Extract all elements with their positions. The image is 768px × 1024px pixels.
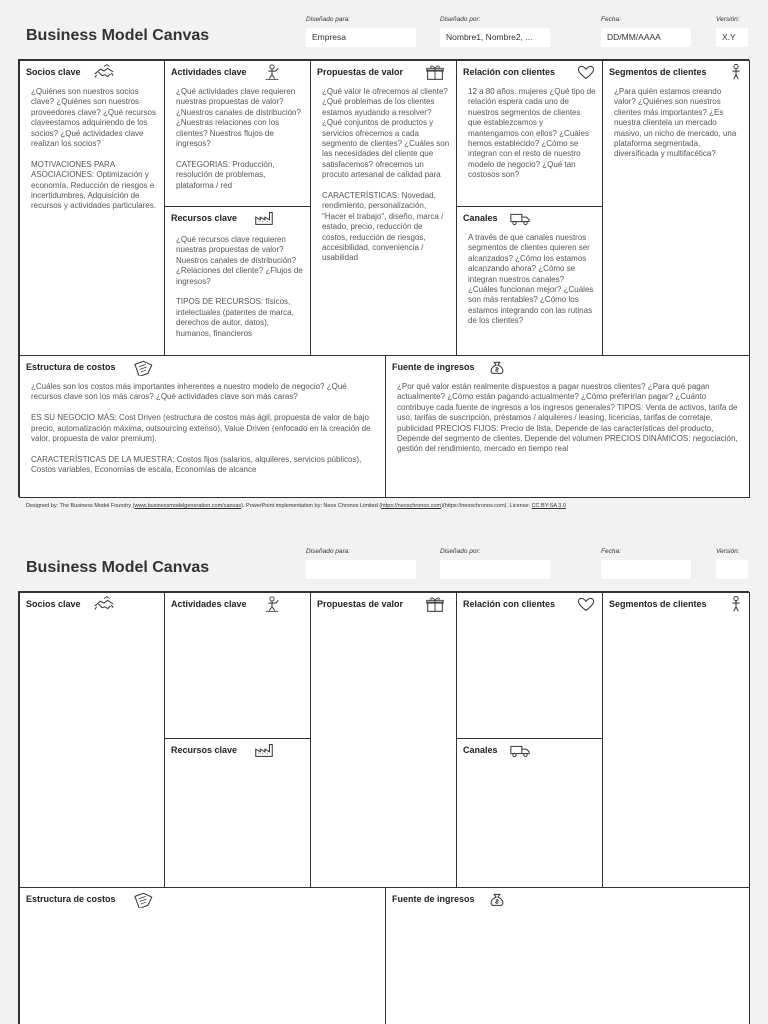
money-bag-icon	[486, 358, 508, 376]
block-content	[31, 382, 379, 476]
block-socios-clave[interactable]	[19, 592, 165, 888]
block-paragraph: CARACTERÍSTICAS DE LA MUESTRA: Costos fijos (salarios, alquileres, servicios públicos), Costos variables, Economías de escala, Economías de alcance	[31, 454, 362, 475]
footer-link-bmg[interactable]: www.businessmodelgeneration.com/canvas	[134, 503, 242, 509]
designed-by-label: Diseñado por:	[440, 548, 481, 555]
block-content	[176, 235, 304, 339]
gift-icon	[424, 595, 446, 613]
designed-for-label: Diseñado para:	[306, 548, 351, 555]
block-paragraph: 12 a 80 años. mujeres ¿Qué tipo de relación espera cada uno de nuestros segmentos de clientes que establezcamos y mantengamos con ellos? ¿Cuáles hemos establecido? ¿Cómo se integran con el resto de nuestro modelo de negocio? ¿Qué tan costosos son?	[468, 87, 596, 180]
footer-link-license[interactable]: CC BY-SA 3.0	[531, 503, 566, 509]
block-paragraph: CARACTERÍSTICAS: Novedad, rendimiento, personalización, "Hacer el trabajo", diseño, marca / estado, precio, reducción de costos, reducción de riesgos, accesibilidad, conveniencia / usabilidad	[322, 191, 444, 263]
block-title: Segmentos de clientes	[609, 67, 707, 77]
block-title: Socios clave	[26, 67, 81, 77]
designed-for-field[interactable]	[306, 560, 416, 579]
block-title: Estructura de costos	[26, 894, 116, 904]
date-label: Fecha:	[601, 548, 621, 555]
block-title: Socios clave	[26, 599, 81, 609]
block-paragraph: ¿Para quién estamos creando valor? ¿Quiénes son nuestros clientes más importantes? ¿Es nuestra clientela un mercado masivo, un nicho de mercado, una plataforma segmentada, diversificada y multifacética?	[614, 87, 737, 159]
footer-credits	[26, 503, 566, 509]
business-model-canvas	[18, 591, 749, 1024]
page-title: Business Model Canvas	[26, 27, 210, 44]
block-title: Propuestas de valor	[317, 599, 404, 609]
price-tag-icon	[133, 890, 155, 908]
block-title: Actividades clave	[171, 599, 247, 609]
block-title: Canales	[463, 213, 498, 223]
designed-for-field[interactable]: Empresa	[306, 28, 416, 47]
designed-by-label: Diseñado por:	[440, 16, 481, 23]
block-paragraph: ¿Qué actividades clave requieren nuestras propuestas de valor? ¿Nuestros canales de distribución? ¿Nuestras relaciones con los clientes? Nuestros flujos de ingresos?	[176, 87, 301, 149]
date-field[interactable]: DD/MM/AAAA	[601, 28, 691, 47]
block-title: Estructura de costos	[26, 362, 116, 372]
date-label: Fecha:	[601, 16, 621, 23]
footer-text: Designed by: The Business Model Foundry (	[26, 503, 135, 509]
factory-icon	[253, 741, 275, 759]
block-content	[397, 382, 743, 455]
block-paragraph: CATEGORIAS: Producción, resolución de problemas, plataforma / red	[176, 159, 275, 190]
truck-icon	[509, 209, 531, 227]
designed-by-field[interactable]: Nombre1, Nombre2, ...	[440, 28, 550, 47]
block-canales	[456, 206, 603, 356]
block-content	[176, 87, 304, 191]
block-content	[322, 87, 450, 264]
designed-by-field[interactable]	[440, 560, 550, 579]
block-paragraph: ES SU NEGOCIO MÁS: Cost Driven (estructura de costos más ágil, propuesta de valor de bajo precio, automatización máxima, outsourcing extenso), Value Driven (enfocado en la creación de valor, propuesta de valor premium).	[31, 413, 371, 444]
truck-icon	[509, 741, 531, 759]
block-actividades-clave	[164, 60, 311, 207]
block-content	[614, 87, 743, 160]
block-propuestas-valor[interactable]	[310, 592, 457, 888]
block-segmentos-clientes[interactable]	[602, 592, 750, 888]
canvas-page-blank	[0, 532, 768, 1024]
block-content	[468, 87, 596, 181]
block-estructura-costos	[19, 355, 386, 498]
block-title: Recursos clave	[171, 213, 238, 223]
block-title: Fuente de ingresos	[392, 362, 475, 372]
worker-icon	[261, 63, 283, 81]
block-recursos-clave	[164, 206, 311, 356]
block-paragraph: ¿Qué recursos clave requieren nuestras propuestas de valor? Nuestros canales de distribución? ¿Relaciones del cliente? ¿Flujos de ingresos?	[176, 235, 303, 286]
version-label: Versión:	[716, 548, 740, 555]
block-actividades-clave[interactable]	[164, 592, 311, 739]
block-title: Propuestas de valor	[317, 67, 404, 77]
block-paragraph: A través de que canales nuestros segmentos de clientes quieren ser alcanzados? ¿Cómo los estamos alcanzando ahora? ¿Cómo se integran nuestros canales? ¿Cuáles funcionan mejor? ¿Cuáles son más rentables? ¿Cómo los estamos integrando con las rutinas de los clientes?	[468, 233, 594, 326]
block-paragraph: ¿Por qué valor están realmente dispuestos a pagar nuestros clientes? ¿Para qué pagan actualmente? ¿Cómo están pagando actualmente? ¿Cómo preferirían pagar? ¿Cuánto contribuye cada fuente de ingresos a los ingresos generales? TIPOS: Venta de activos, tarifa de uso, tarifas de suscripción, préstamos / alquileres / leasing, licencias, tarifas de corretaje, publicidad PRECIOS FIJOS: Precio de lista, Depende de las características del producto, Depende del segmento de clientes, Depende del volumen PRECIOS DINÁMICOS: negociación, gestión del rendimiento, mercado en tiempo real	[397, 382, 738, 454]
block-content	[31, 87, 158, 212]
block-title: Fuente de ingresos	[392, 894, 475, 904]
block-title: Canales	[463, 745, 498, 755]
date-field[interactable]	[601, 560, 691, 579]
block-canales[interactable]	[456, 738, 603, 888]
price-tag-icon	[133, 358, 155, 376]
block-paragraph: ¿Qué valor le ofrecemos al cliente? ¿Qué problemas de los clientes estamos ayudando a resolver? ¿Qué conjuntos de productos y servicios ofrecemos a cada segmento de clientes? ¿Cuáles son las necesidades del cliente que satisfacemos? ofrecemos un procuto artesanal de calidad para	[322, 87, 450, 180]
footer-link-neoschronos[interactable]: https://neoschronos.com	[381, 503, 442, 509]
block-content	[468, 233, 596, 327]
business-model-canvas	[18, 59, 749, 497]
designed-for-label: Diseñado para:	[306, 16, 351, 23]
block-segmentos-clientes	[602, 60, 750, 356]
version-field[interactable]	[716, 560, 748, 579]
block-fuente-ingresos	[385, 355, 750, 498]
person-icon	[725, 595, 747, 613]
block-recursos-clave[interactable]	[164, 738, 311, 888]
block-title: Actividades clave	[171, 67, 247, 77]
footer-text: ). PowerPoint implementation by: Neos Chronos Limited (	[241, 503, 382, 509]
block-estructura-costos[interactable]	[19, 887, 386, 1024]
version-label: Versión:	[716, 16, 740, 23]
heart-icon	[575, 63, 597, 81]
block-title: Recursos clave	[171, 745, 238, 755]
block-paragraph: MOTIVACIONES PARA ASOCIACIONES: Optimización y economía, Reducción de riesgos e incertidumbres, Adquisición de recursos y actividades particulares.	[31, 159, 156, 211]
money-bag-icon	[486, 890, 508, 908]
block-title: Relación con clientes	[463, 67, 556, 77]
heart-icon	[575, 595, 597, 613]
footer-text: )(https://neoschronos.com). License:	[441, 503, 532, 509]
page-title: Business Model Canvas	[26, 559, 210, 576]
block-title: Segmentos de clientes	[609, 599, 707, 609]
block-paragraph: ¿Cuáles son los costos más importantes inherentes a nuestro modelo de negocio? ¿Qué recursos clave son los más caros? ¿Qué actividades clave son más caras?	[31, 382, 347, 402]
block-paragraph: TIPOS DE RECURSOS: físicos, intelectuales (patentes de marca, derechos de autor, datos), humanos, financieros	[176, 297, 294, 338]
factory-icon	[253, 209, 275, 227]
block-fuente-ingresos[interactable]	[385, 887, 750, 1024]
block-socios-clave	[19, 60, 165, 356]
gift-icon	[424, 63, 446, 81]
version-field[interactable]: X.Y	[716, 28, 748, 47]
worker-icon	[261, 595, 283, 613]
block-propuestas-valor	[310, 60, 457, 356]
block-relacion-clientes	[456, 60, 603, 207]
block-relacion-clientes[interactable]	[456, 592, 603, 739]
block-title: Relación con clientes	[463, 599, 556, 609]
person-icon	[725, 63, 747, 81]
handshake-icon	[93, 595, 115, 613]
block-paragraph: ¿Quiénes son nuestros socios clave? ¿Quiénes son nuestros proveedores clave? ¿Qué recursos claveestamos adquiriendo de los socios? ¿Qué actividades clave realizan los socios?	[31, 87, 156, 149]
handshake-icon	[93, 63, 115, 81]
